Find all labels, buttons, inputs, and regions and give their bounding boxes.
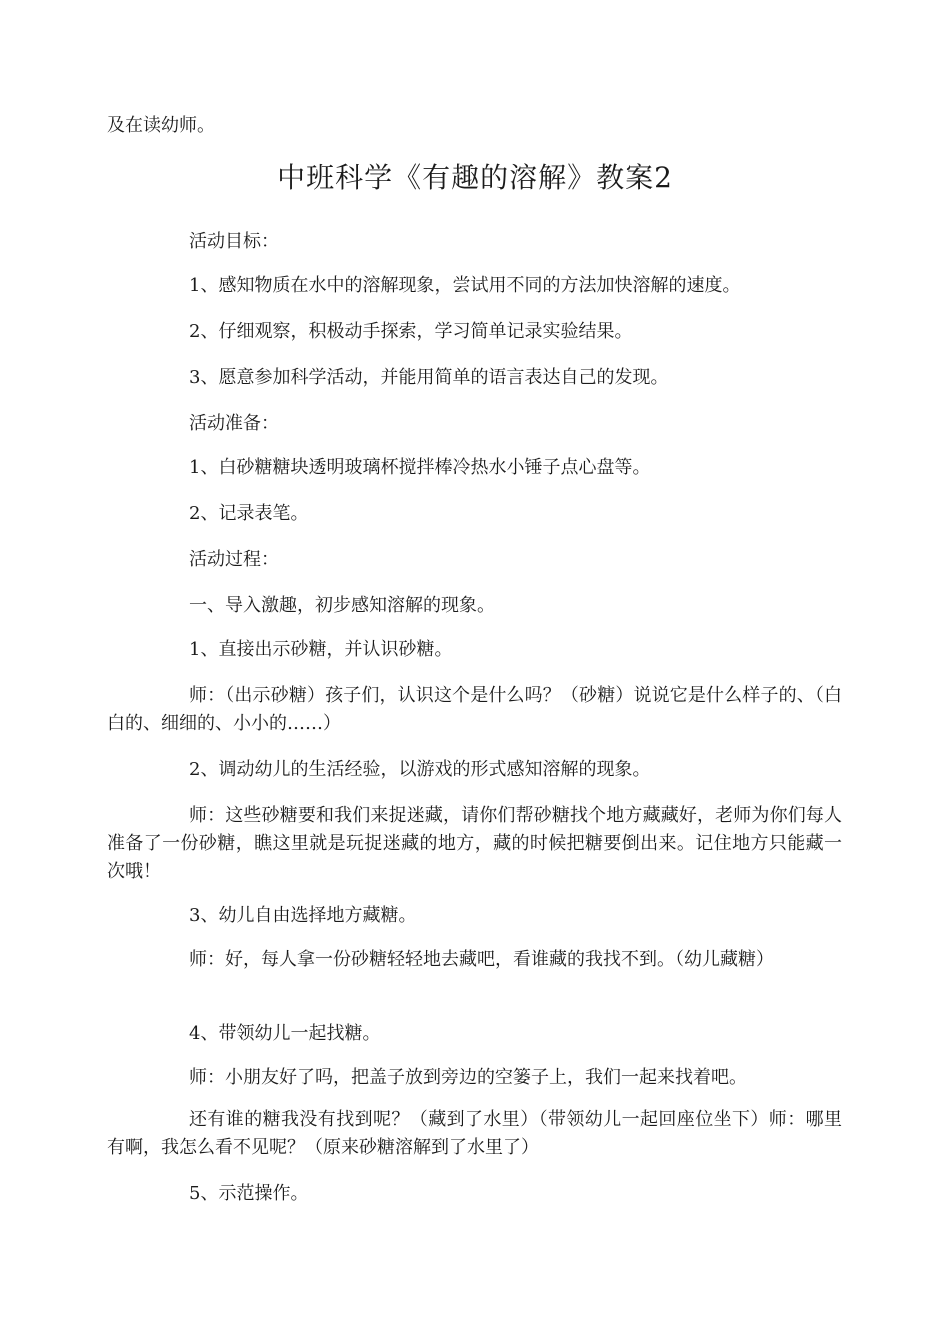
step-item-5: 5、示范操作。 <box>189 1183 309 1204</box>
document-title: 中班科学《有趣的溶解》教案2 <box>277 161 673 194</box>
teacher-paragraph-3: 师：好，每人拿一份砂糖轻轻地去藏吧，看谁藏的我找不到。（幼儿藏糖） <box>189 949 774 970</box>
goal-heading: 活动目标： <box>189 231 279 252</box>
teacher-paragraph-5: 还有谁的糖我没有找到呢？（藏到了水里）（带领幼儿一起回座位坐下）师：哪里有啊，我怎么看不见呢？（原来砂糖溶解到了水里了） <box>107 1109 842 1158</box>
step-item-4: 4、带领幼儿一起找糖。 <box>189 1023 381 1044</box>
goal-item-1: 1、感知物质在水中的溶解现象，尝试用不同的方法加快溶解的速度。 <box>189 275 741 296</box>
goal-item-2: 2、仔细观察，积极动手探索，学习简单记录实验结果。 <box>189 321 633 342</box>
teacher-paragraph-2: 师：这些砂糖要和我们来捉迷藏，请你们帮砂糖找个地方藏藏好，老师为你们每人准备了一份砂糖，瞧这里就是玩捉迷藏的地方，藏的时候把糖要倒出来。记住地方只能藏一次哦！ <box>107 805 842 882</box>
lead-line: 及在读幼师。 <box>107 115 215 136</box>
goal-item-3: 3、愿意参加科学活动，并能用简单的语言表达自己的发现。 <box>189 367 669 388</box>
teacher-paragraph-1: 师：（出示砂糖）孩子们，认识这个是什么吗？（砂糖）说说它是什么样子的、（白白的、细细的、小小的……） <box>107 685 842 734</box>
step-item-1: 1、直接出示砂糖，并认识砂糖。 <box>189 639 453 660</box>
prep-heading: 活动准备： <box>189 413 279 434</box>
step-item-2: 2、调动幼儿的生活经验，以游戏的形式感知溶解的现象。 <box>189 759 651 780</box>
prep-item-1: 1、白砂糖糖块透明玻璃杯搅拌棒冷热水小锤子点心盘等。 <box>189 457 651 478</box>
step-item-3: 3、幼儿自由选择地方藏糖。 <box>189 905 417 926</box>
prep-item-2: 2、记录表笔。 <box>189 503 309 524</box>
teacher-paragraph-4: 师：小朋友好了吗，把盖子放到旁边的空篓子上，我们一起来找着吧。 <box>189 1067 747 1088</box>
process-heading: 活动过程： <box>189 549 279 570</box>
step-one-heading: 一、导入激趣，初步感知溶解的现象。 <box>189 595 495 616</box>
